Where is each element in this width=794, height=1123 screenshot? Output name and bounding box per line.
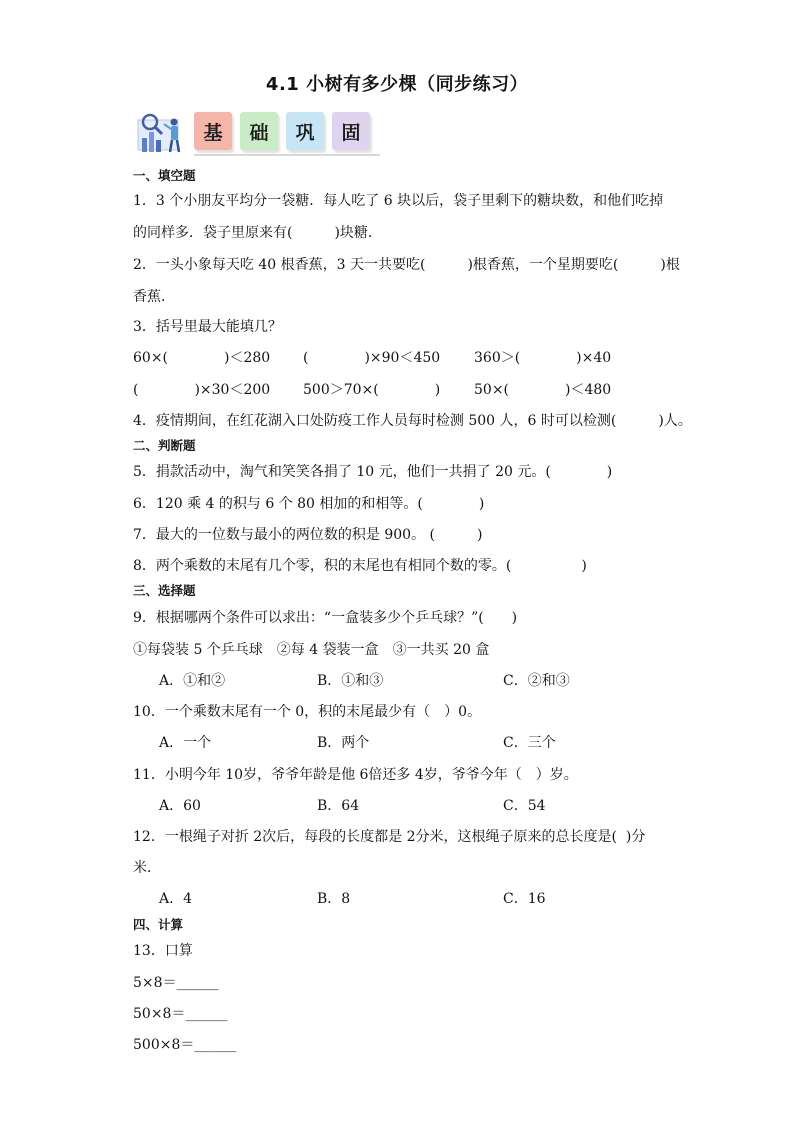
question-2-line-2: 香蕉． xyxy=(133,289,175,305)
question-5: 5．捐款活动中，淘气和笑笑各捐了 10 元，他们一共捐了 20 元。( ) xyxy=(133,464,613,480)
banner-char-ji: 基 xyxy=(194,112,232,150)
question-9-option-b: B．①和③ xyxy=(317,673,384,689)
question-11-option-c: C．54 xyxy=(503,798,546,814)
question-11-option-a: A．60 xyxy=(159,798,201,814)
banner-char-gong: 巩 xyxy=(286,112,324,150)
question-3-item: 360＞( )×40 xyxy=(474,350,612,366)
question-13-item: 5×8＝______ xyxy=(133,975,219,991)
question-4: 4．疫情期间，在红花湖入口处防疫工作人员每时检测 500 人，6 时可以检测( )人。 xyxy=(133,413,692,429)
question-9-option-c: C．②和③ xyxy=(503,673,570,689)
question-10-option-b: B．两个 xyxy=(317,735,370,751)
magnifier-person-chart-icon xyxy=(132,110,190,156)
question-12-option-a: A．4 xyxy=(159,891,193,907)
question-6: 6．120 乘 4 的积与 6 个 80 相加的和相等。( ) xyxy=(133,496,485,512)
question-3-item: ( )×90＜450 xyxy=(303,350,441,366)
section-heading-calculation: 四、计算 xyxy=(133,917,184,932)
section-heading-true-false: 二、判断题 xyxy=(133,438,196,453)
question-3-item: 60×( )＜280 xyxy=(133,350,271,366)
page-title: 4.1 小树有多少棵（同步练习） xyxy=(265,74,529,95)
question-8: 8．两个乘数的末尾有几个零，积的末尾也有相同个数的零。( ) xyxy=(133,558,587,574)
section-heading-multiple-choice: 三、选择题 xyxy=(133,583,196,598)
question-10-option-c: C．三个 xyxy=(503,735,556,751)
question-9-option-a: A．①和② xyxy=(159,673,226,689)
question-11-option-b: B．64 xyxy=(317,798,360,814)
question-3-item: 50×( )＜480 xyxy=(474,382,612,398)
question-7: 7．最大的一位数与最小的两位数的积是 900。 ( ) xyxy=(133,527,483,543)
question-12-option-b: B．8 xyxy=(317,891,351,907)
question-12-line-1: 12．一根绳子对折 2次后，每段的长度都是 2分米，这根绳子原来的总长度是( )分 xyxy=(133,829,646,845)
question-1-line-2: 的同样多．袋子里原来有( )块糖． xyxy=(133,225,382,241)
banner-char-chu: 础 xyxy=(240,112,278,150)
question-9-conditions: ①每袋装 5 个乒乓球 ②每 4 袋装一盒 ③一共买 20 盒 xyxy=(133,642,490,658)
section-heading-fill-blank: 一、填空题 xyxy=(133,168,196,183)
banner-char-gu: 固 xyxy=(332,112,370,150)
question-3-item: ( )×30＜200 xyxy=(133,382,271,398)
section-banner xyxy=(132,110,392,158)
question-11-stem: 11．小明今年 10岁，爷爷年龄是他 6倍还多 4岁，爷爷今年（ ）岁。 xyxy=(133,767,578,783)
question-13-stem: 13．口算 xyxy=(133,943,193,959)
question-12-line-2: 米． xyxy=(133,860,161,876)
question-3-stem: 3．括号里最大能填几？ xyxy=(133,319,282,335)
question-13-item: 500×8＝______ xyxy=(133,1037,237,1053)
question-3-item: 500＞70×( ) xyxy=(303,382,441,398)
banner-underline xyxy=(194,154,380,156)
question-2-line-1: 2．一头小象每天吃 40 根香蕉，3 天一共要吃( )根香蕉，一个星期要吃( )根 xyxy=(133,257,680,273)
question-9-stem: 9．根据哪两个条件可以求出：“一盒装多少个乒乓球？”( ) xyxy=(133,610,518,626)
question-10-stem: 10．一个乘数末尾有一个 0，积的末尾最少有（ ）0。 xyxy=(133,704,482,720)
question-1-line-1: 1．3 个小朋友平均分一袋糖．每人吃了 6 块以后，袋子里剩下的糖块数，和他们吃掉 xyxy=(133,193,664,209)
question-12-option-c: C．16 xyxy=(503,891,546,907)
question-10-option-a: A．一个 xyxy=(159,735,212,751)
question-13-item: 50×8＝______ xyxy=(133,1006,228,1022)
